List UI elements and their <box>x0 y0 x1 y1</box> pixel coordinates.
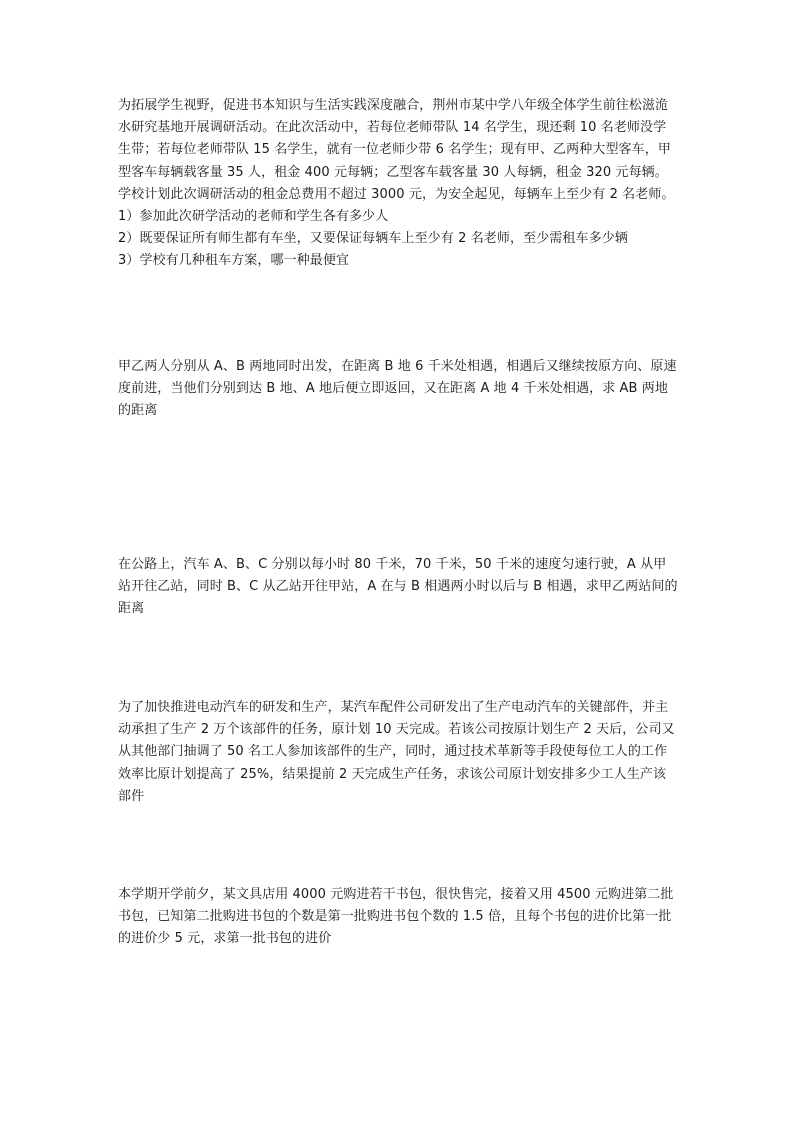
problem-4-text: 为了加快推进电动汽车的研发和生产，某汽车配件公司研发出了生产电动汽车的关键部件，并主动承担了生产 2 万个该部件的任务，原计划 10 天完成。若该公司按原计划生产 2 天后，公司又从其他部门抽调了 50 名工人参加该部件的生产，同时，通过技术革新等手段使每位工人的工作效率比原计划提高了 25%，结果提前 2 天完成生产任务，求该公司原计划安排多少工人生产该部件 <box>118 700 675 804</box>
problem-1-text: 为拓展学生视野，促进书本知识与生活实践深度融合，荆州市某中学八年级全体学生前往松滋洈水研究基地开展调研活动。在此次活动中，若每位老师带队 14 名学生，现还剩 10 名老师没学生带；若每位老师带队 15 名学生，就有一位老师少带 6 名学生；现有甲、乙两种大型客车，甲型客车每辆载客量 35 人，租金 400 元每辆；乙型客车载客量 30 人每辆，租金 320 元每辆。学校计划此次调研活动的租金总费用不超过 3000 元，为安全起见，每辆车上至少有 2 名老师。 <box>118 98 675 202</box>
problem-1-question-3: 3）学校有几种租车方案，哪一种最便宜 <box>118 253 350 269</box>
problem-4 <box>118 697 678 808</box>
problem-3 <box>118 554 678 621</box>
problem-2 <box>118 356 678 423</box>
problem-1 <box>118 95 678 273</box>
problem-1-question-2: 2）既要保证所有师生都有车坐，又要保证每辆车上至少有 2 名老师，至少需租车多少辆 <box>118 231 628 247</box>
problem-2-text: 甲乙两人分别从 A、B 两地同时出发，在距离 B 地 6 千米处相遇，相遇后又继续按原方向、原速度前进，当他们分别到达 B 地、A 地后便立即返回，又在距离 A 地 4 千米处相遇，求 AB 两地的距离 <box>118 359 677 419</box>
problem-1-questions <box>118 206 678 273</box>
problem-5 <box>118 884 678 951</box>
problem-5-text: 本学期开学前夕，某文具店用 4000 元购进若干书包，很快售完，接着又用 4500 元购进第二批书包，已知第二批购进书包的个数是第一批购进书包个数的 1.5 倍，且每个书包的进价比第一批的进价少 5 元，求第一批书包的进价 <box>118 887 674 947</box>
problem-1-question-1: 1）参加此次研学活动的老师和学生各有多少人 <box>118 209 389 225</box>
problem-3-text: 在公路上，汽车 A、B、C 分别以每小时 80 千米，70 千米，50 千米的速度匀速行驶，A 从甲站开往乙站，同时 B、C 从乙站开往甲站，A 在与 B 相遇两小时以后与 B 相遇，求甲乙两站间的距离 <box>118 557 678 617</box>
